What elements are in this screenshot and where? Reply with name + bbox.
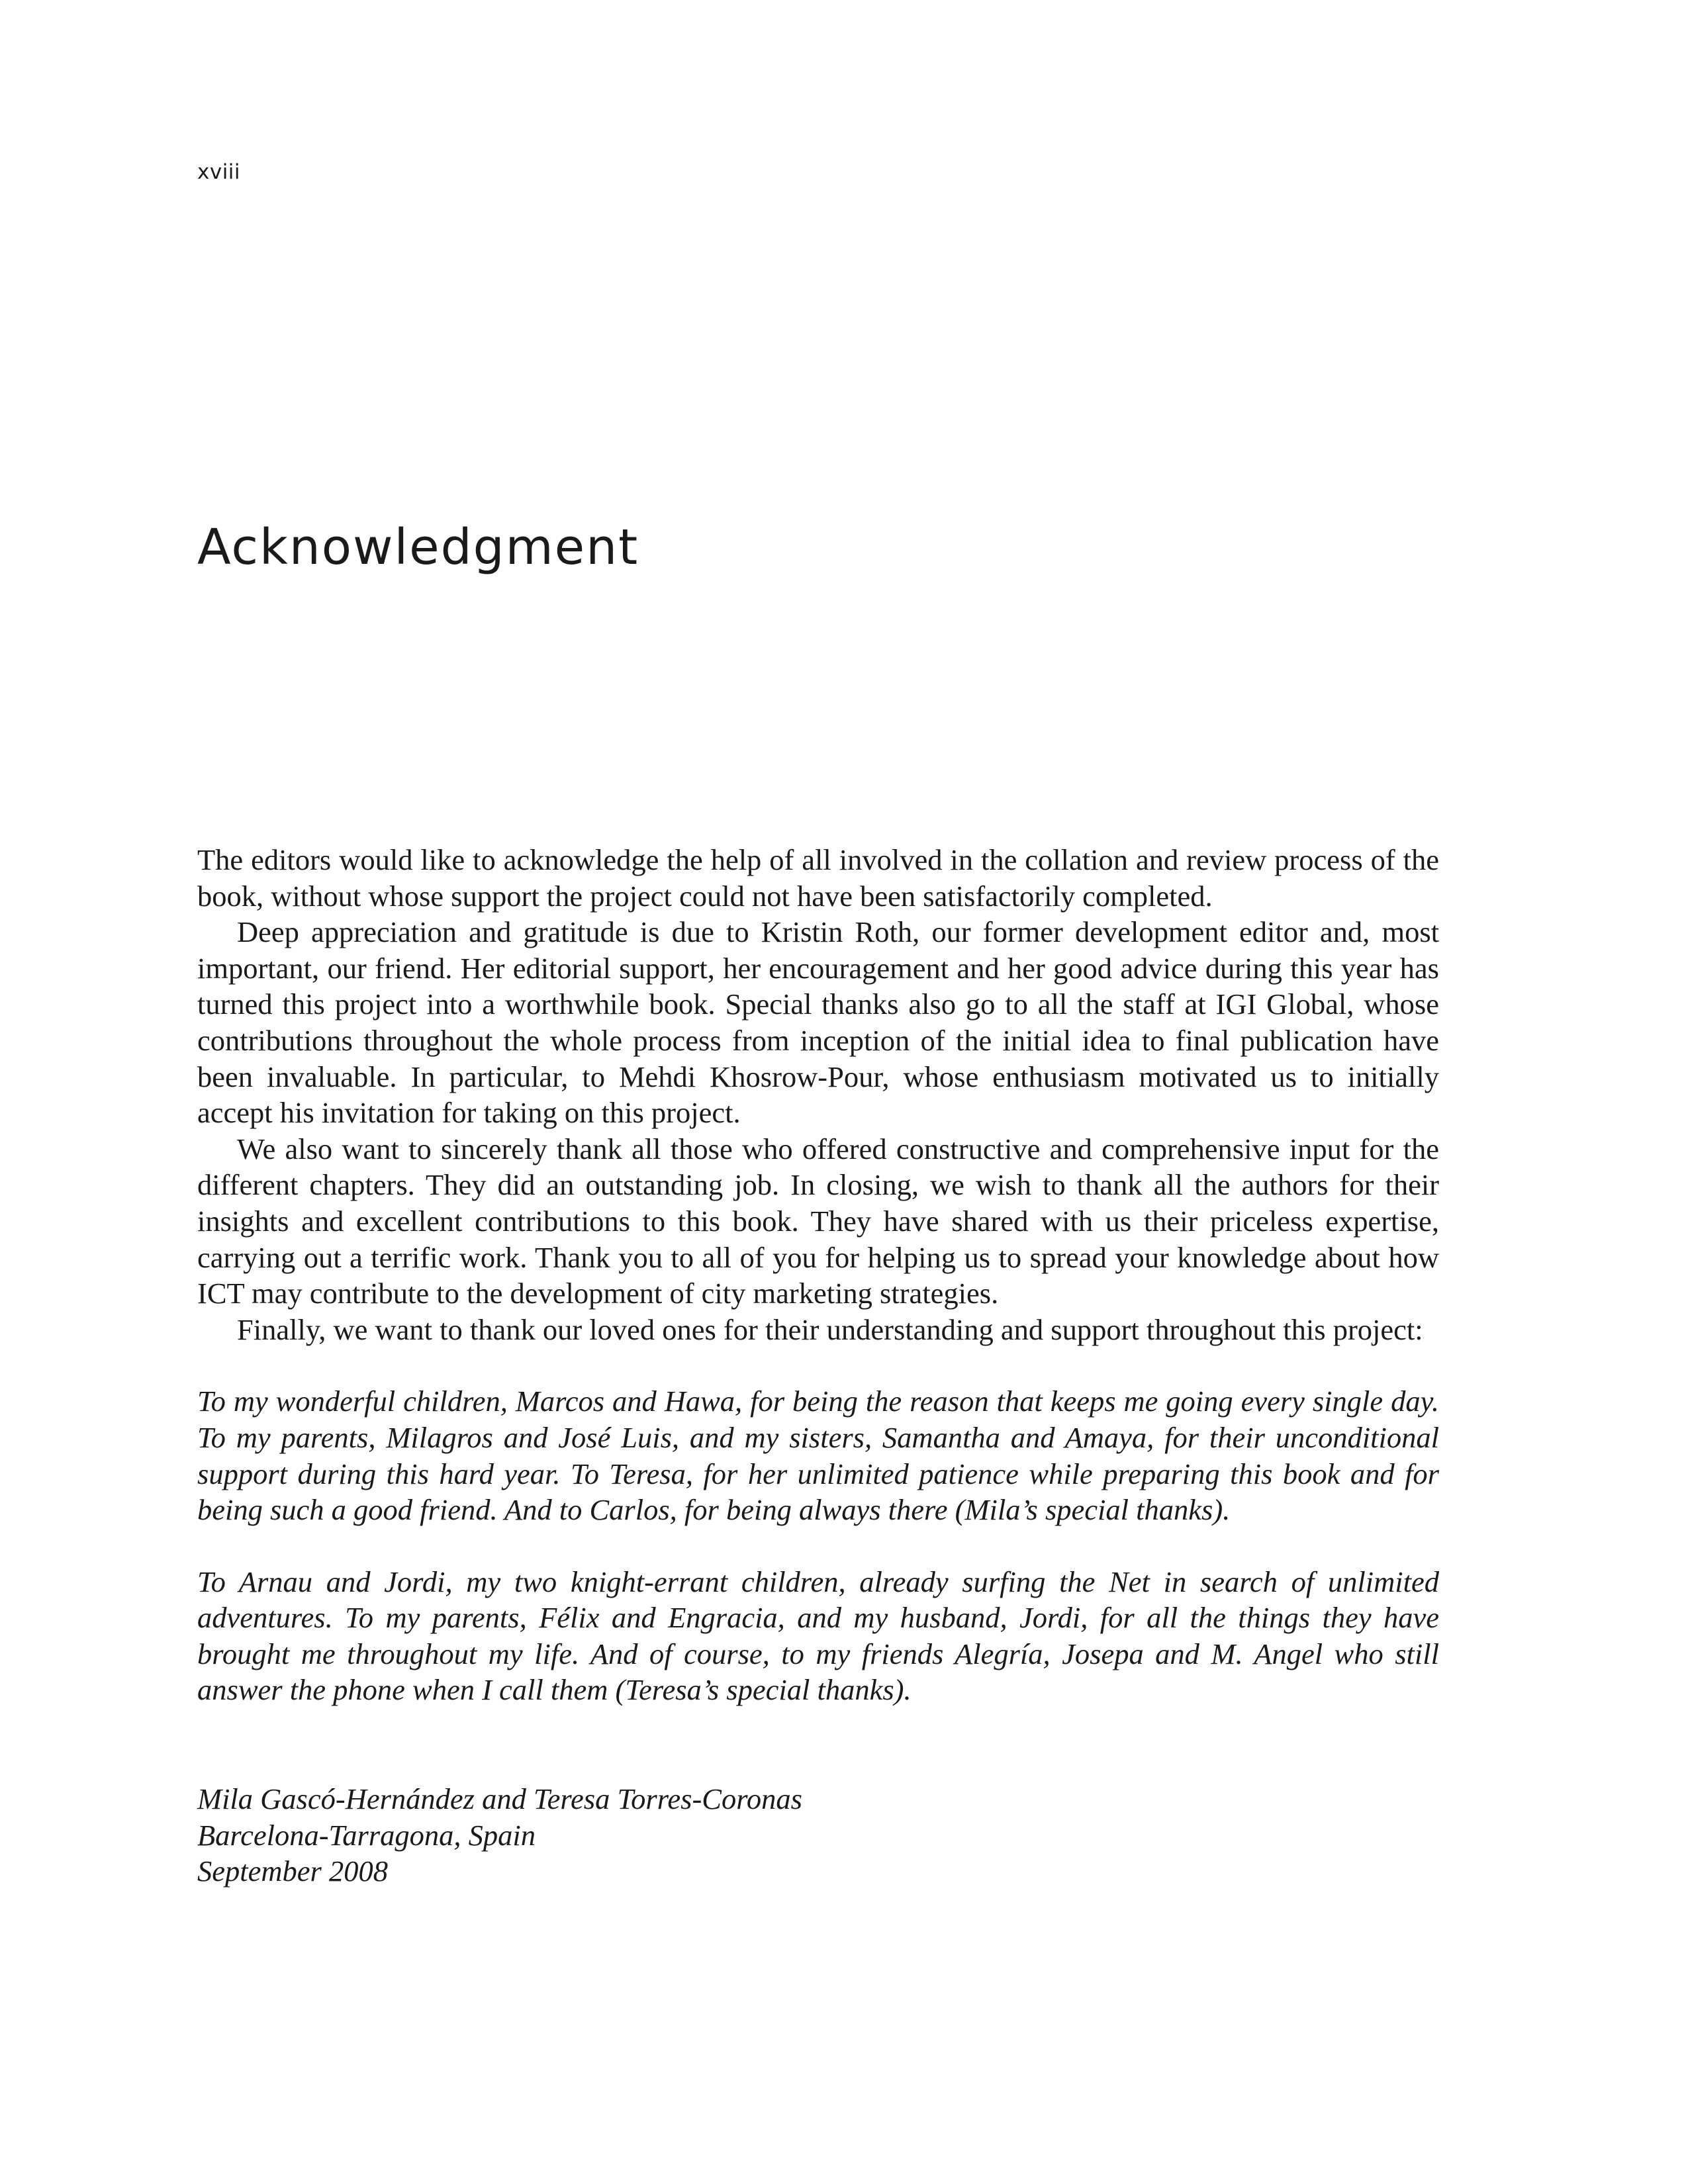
dedication-teresa: To Arnau and Jordi, my two knight-errant children, already surfing the Net in search of unlimited adventures. To my parents, Félix and Engracia, and my husband, Jordi, for all the things they have brought me throughout my life. And of course, to my friends Alegría, Josepa and M. Angel who still answer the phone when I call them (Teresa’s special thanks).	[197, 1565, 1439, 1707]
paragraph-editor-thanks: Deep appreciation and gratitude is due to Kristin Roth, our former development editor and, most important, our friend. Her editorial support, her encouragement and her good advice during this year has turned this project into a worthwhile book. Special thanks also go to all the staff at IGI Global, whose contributions throughout the whole process from inception of the initial idea to final publication have been invaluable. In particular, to Mehdi Khosrow-Pour, whose enthusiasm motivated us to initially accept his invitation for taking on this project.	[197, 915, 1439, 1130]
signature-block	[197, 1781, 1439, 1889]
acknowledgment-body	[197, 842, 1439, 1889]
page-title: Acknowledgment	[197, 519, 639, 576]
signature-location: Barcelona-Tarragona, Spain	[197, 1818, 536, 1852]
paragraph-intro: The editors would like to acknowledge the help of all involved in the collation and review process of the book, without whose support the project could not have been satisfactorily completed.	[197, 843, 1439, 913]
signature-authors: Mila Gascó-Hernández and Teresa Torres-Coronas	[197, 1782, 802, 1816]
paragraph-loved-ones: Finally, we want to thank our loved ones for their understanding and support throughout this project:	[237, 1312, 1423, 1346]
page-number: xviii	[197, 160, 241, 184]
dedication-mila: To my wonderful children, Marcos and Hawa, for being the reason that keeps me going every single day. To my parents, Milagros and José Luis, and my sisters, Samantha and Amaya, for their unconditional support during this hard year. To Teresa, for her unlimited patience while preparing this book and for being such a good friend. And to Carlos, for being always there (Mila’s special thanks).	[197, 1385, 1439, 1527]
signature-date: September 2008	[197, 1854, 388, 1888]
paragraph-contributors-thanks: We also want to sincerely thank all those who offered constructive and comprehensive input for the different chapters. They did an outstanding job. In closing, we wish to thank all the authors for their insights and excellent contributions to this book. They have shared with us their priceless expertise, carrying out a terrific work. Thank you to all of you for helping us to spread your knowledge about how ICT may contribute to the development of city marketing strategies.	[197, 1132, 1439, 1310]
